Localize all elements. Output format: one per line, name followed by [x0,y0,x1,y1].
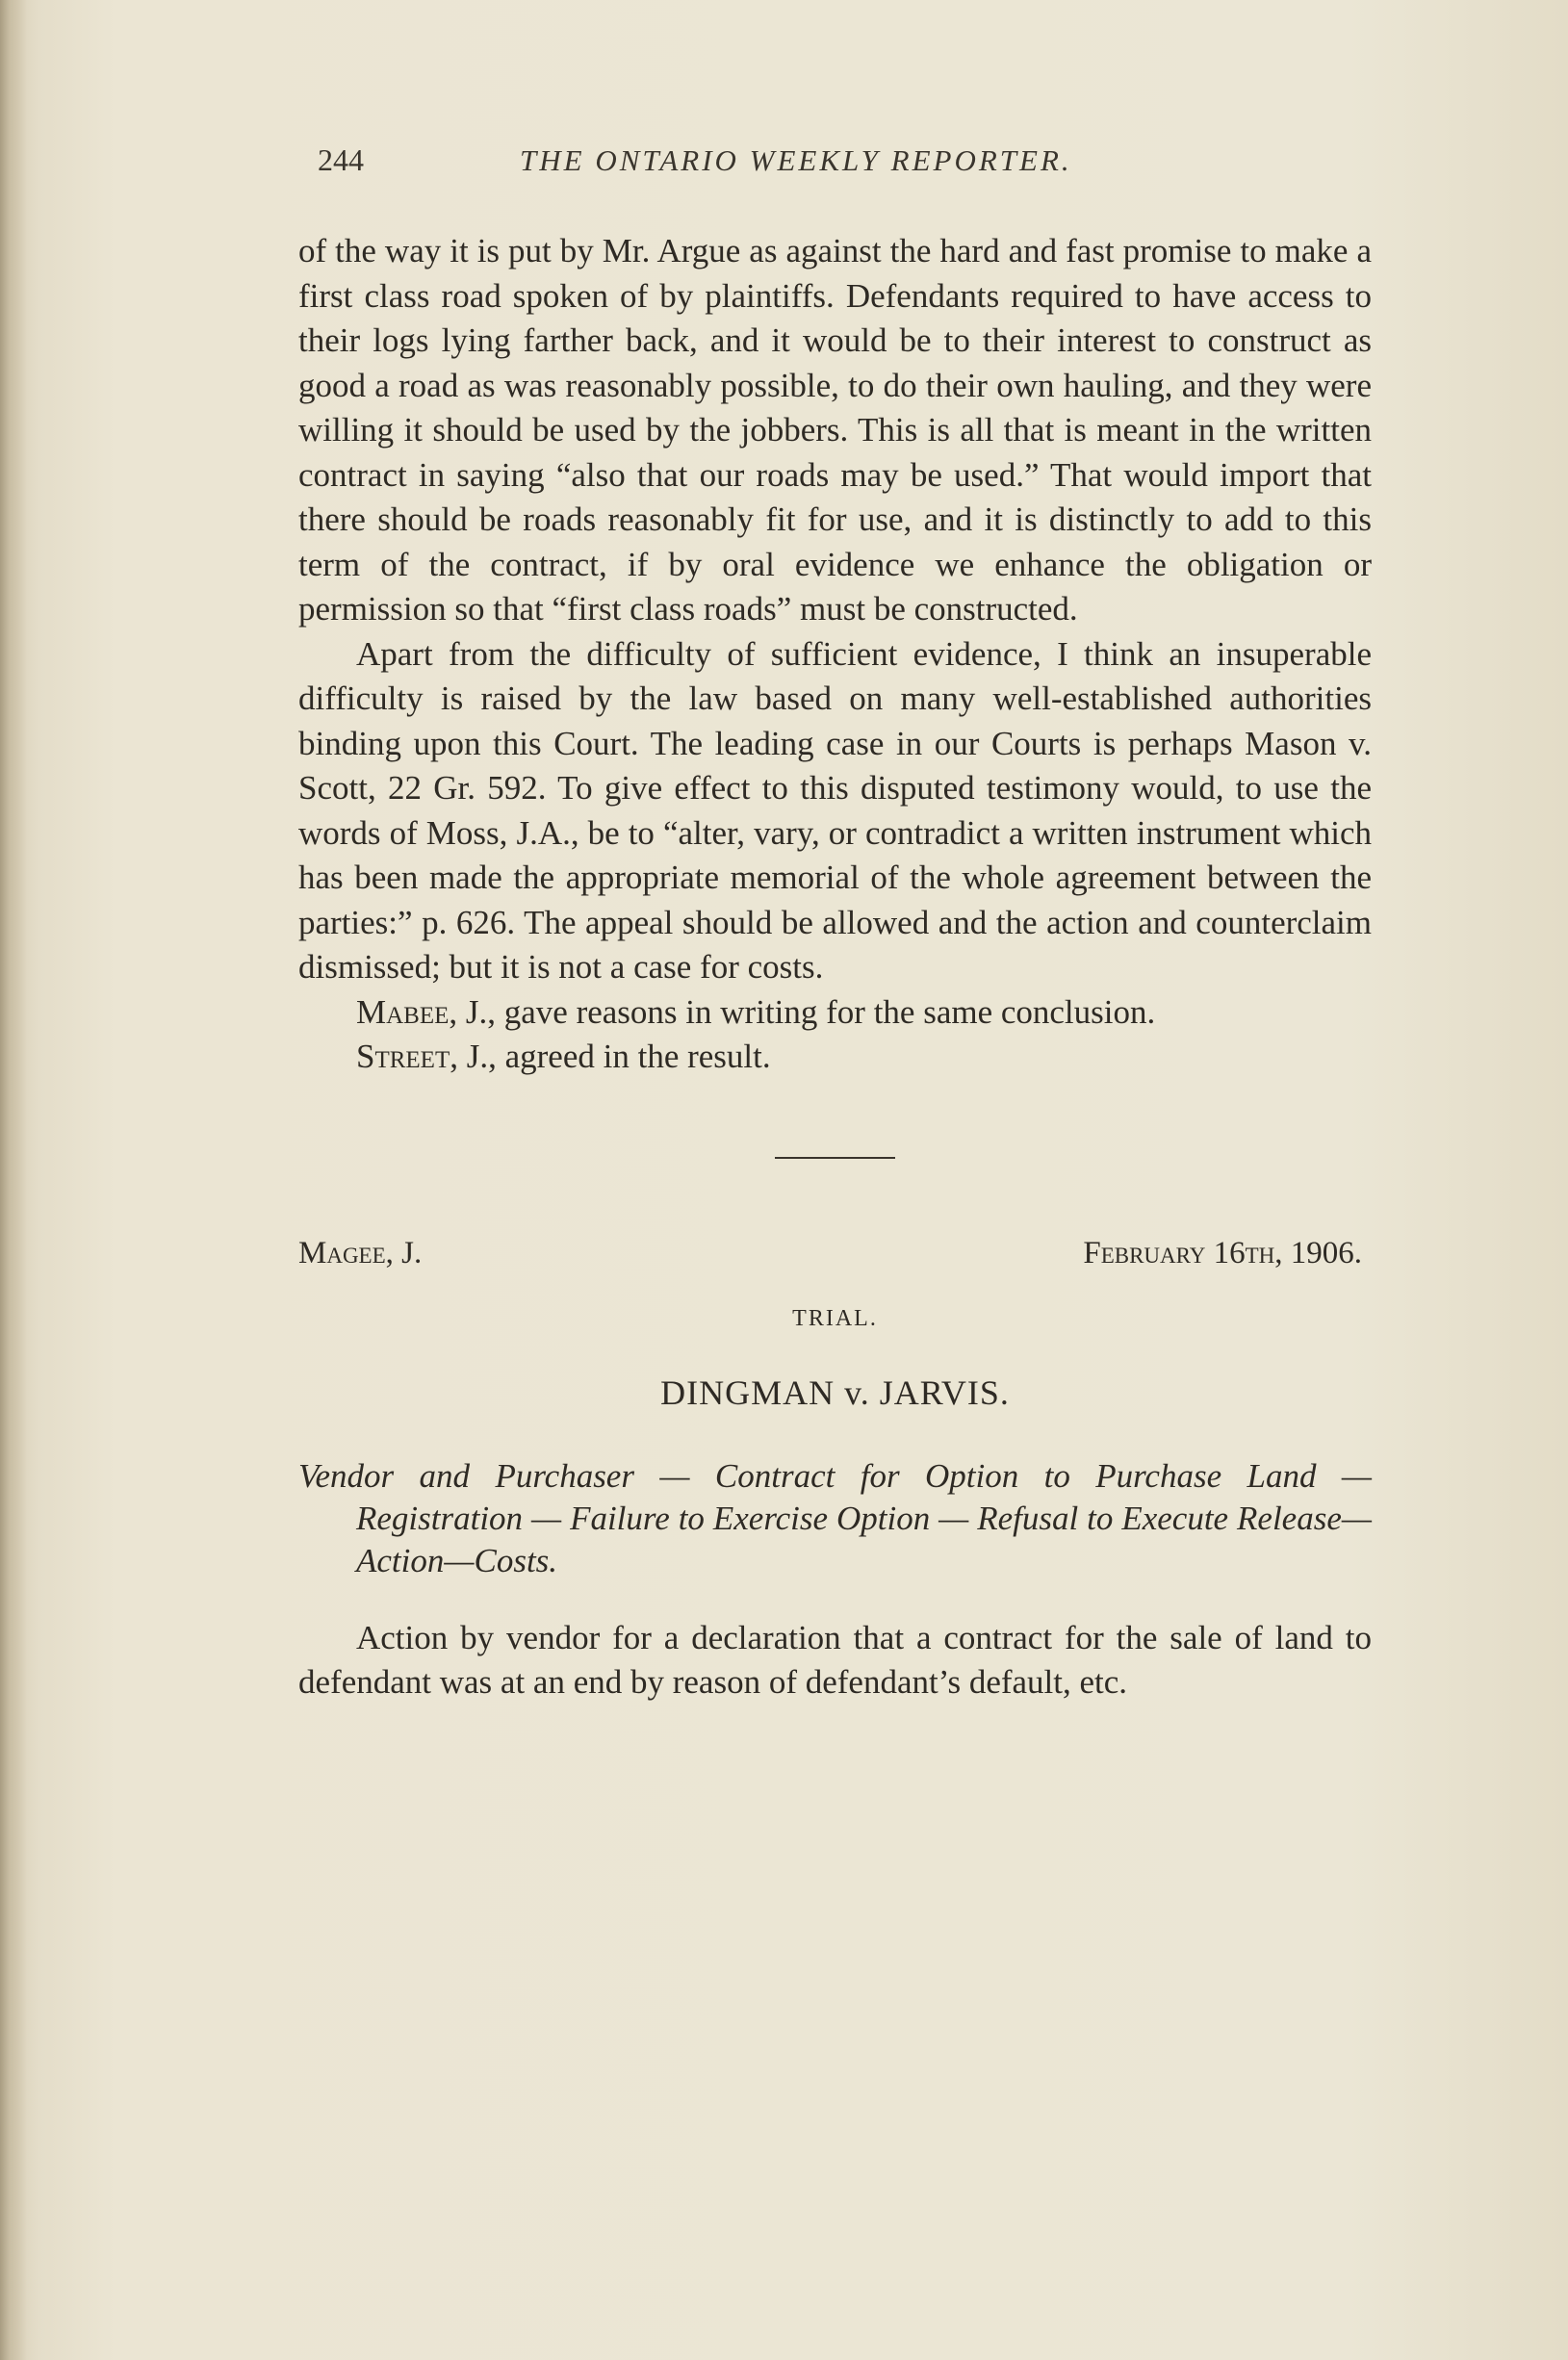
running-head [298,142,1372,185]
judge-name-street: Street, J. [356,1038,489,1075]
section-divider [775,1157,895,1159]
street-text: , agreed in the result. [488,1038,771,1075]
binding-shadow [0,0,27,2360]
proceeding-type: TRIAL. [792,1305,878,1331]
page-content [298,142,1372,1706]
mabee-text: , gave reasons in writing for the same conclusion. [487,992,1156,1031]
paragraph-opinion: Apart from the difficulty of sufficient evidence, I think an insuperable difficulty is raised by the law based on many well-established authorities binding upon this Court. The leading case in our Courts is perhaps Mason v. Scott, 22 Gr. 592. To give effect to this disputed testimony would, to use the words of Moss, J.A., be to “alter, vary, or contradict a written instrument which has been made the appropriate memorial of the whole agreement between the parties:” p. 626. The appeal should be allowed and the action and counterclaim dismissed; but it is not a case for costs. [298,634,1372,986]
paragraph-street [298,1035,1372,1080]
case-judge: Magee, J. [298,1235,423,1270]
case-judge-date [298,1236,1372,1271]
journal-title: THE ONTARIO WEEKLY REPORTER. [520,143,1072,177]
case-title: DINGMAN v. JARVIS. [660,1372,1010,1412]
case-abstract: Action by vendor for a declaration that a contract for the sale of land to defendant was at an end by reason of defendant’s default, etc. [298,1618,1372,1701]
headnote: Vendor and Purchaser — Contract for Option to Purchase Land — Registration — Failure to Exercise Option — Refusal to Execute Release—Action—Costs. [298,1456,1372,1579]
case-date: February 16th, 1906. [1083,1235,1362,1270]
paragraph-mabee [298,990,1372,1036]
page-number: 244 [318,142,364,177]
judge-name-mabee: Mabee, J. [356,992,488,1031]
paragraph-continuation: of the way it is put by Mr. Argue as against the hard and fast promise to make a first class road spoken of by plaintiffs. Defendants required to have access to their logs lying farther back, and it would be to their interest to construct as good a road as was reasonably possible, to do their own hauling, and they were willing it should be used by the jobbers. This is all that is meant in the written contract in saying “also that our roads may be used.” That would import that there should be roads reasonably fit for use, and it is distinctly to add to this term of the contract, if by oral evidence we enhance the obligation or permission so that “first class roads” must be constructed. [298,232,1372,628]
